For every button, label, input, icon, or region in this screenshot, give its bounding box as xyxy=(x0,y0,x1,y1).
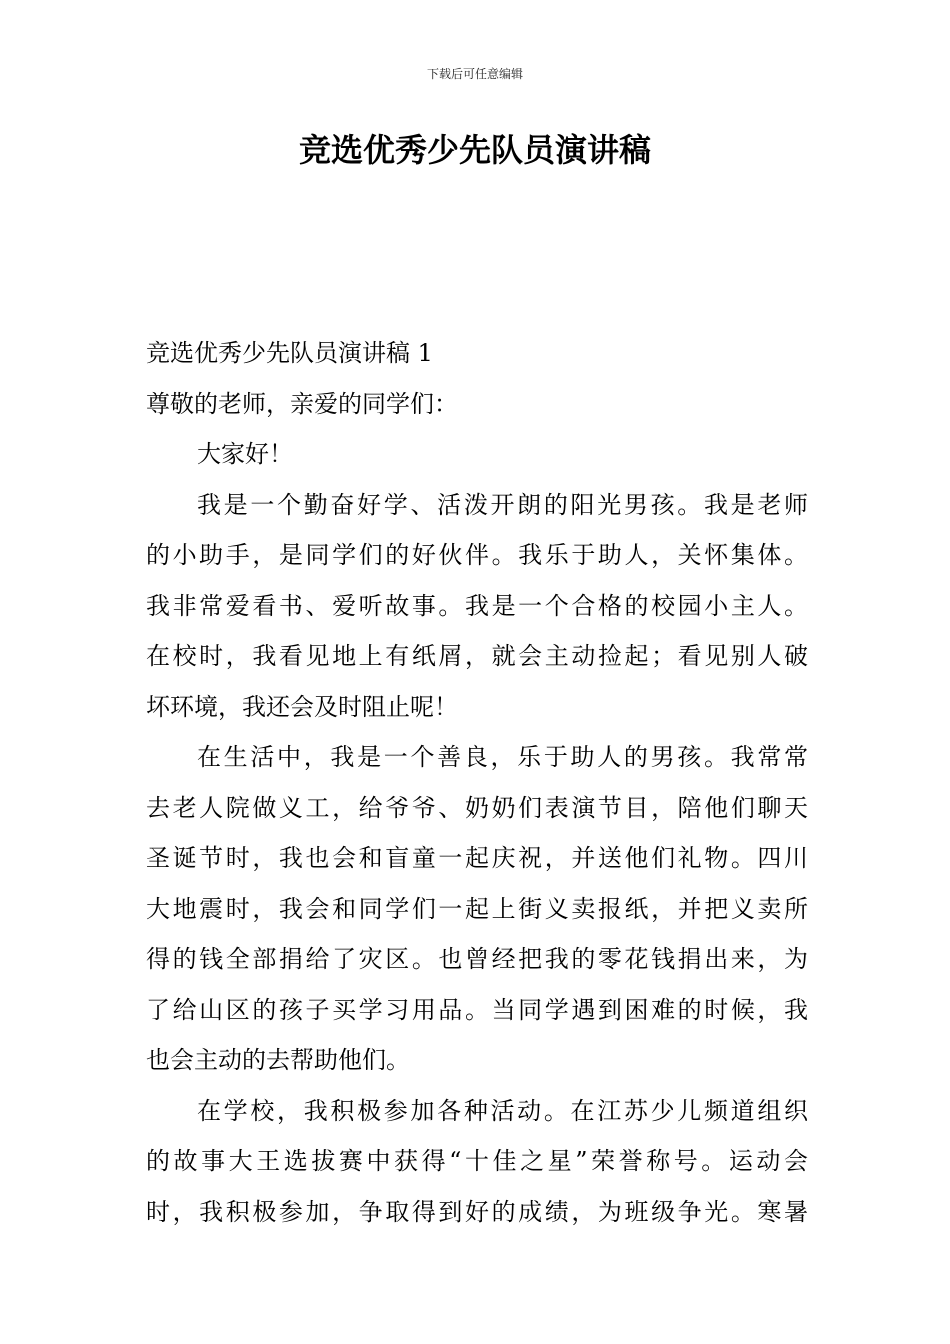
paragraph-line: 坏环境，我还会及时阻止呢！ xyxy=(146,692,458,721)
paragraph-3 xyxy=(146,1086,808,1238)
document-body xyxy=(146,328,808,1237)
salutation: 尊敬的老师，亲爱的同学们： xyxy=(146,389,458,418)
paragraph-line: 在校时，我看见地上有纸屑，就会主动捡起；看见别人破 xyxy=(146,642,808,670)
paragraph-line: 我非常爱看书、爱听故事。我是一个合格的校园小主人。 xyxy=(146,591,808,620)
paragraph-1 xyxy=(146,480,808,733)
paragraph-line: 也会主动的去帮助他们。 xyxy=(146,1046,410,1074)
paragraph-line: 的故事大王选拔赛中获得“十佳之星”荣誉称号。运动会 xyxy=(146,1147,808,1175)
paragraph-line: 大地震时，我会和同学们一起上街义卖报纸，并把义卖所 xyxy=(146,894,808,923)
section-heading: 竞选优秀少先队员演讲稿 1 xyxy=(146,339,433,367)
paragraph-line: 去老人院做义工，给爷爷、奶奶们表演节目，陪他们聊天 xyxy=(146,793,808,822)
document-title: 竞选优秀少先队员演讲稿 xyxy=(298,131,651,169)
paragraph-line: 在学校，我积极参加各种活动。在江苏少儿频道组织 xyxy=(197,1096,808,1125)
paragraph-2 xyxy=(146,732,808,1086)
paragraph-line: 时，我积极参加，争取得到好的成绩，为班级争光。寒暑 xyxy=(146,1197,808,1226)
paragraph-line: 在生活中，我是一个善良，乐于助人的男孩。我常常 xyxy=(197,743,808,771)
paragraph-line: 了给山区的孩子买学习用品。当同学遇到困难的时候，我 xyxy=(146,995,808,1024)
paragraph-line: 得的钱全部捐给了灾区。也曾经把我的零花钱捐出来，为 xyxy=(146,945,808,973)
greeting: 大家好！ xyxy=(197,440,293,468)
header-note: 下载后可任意编辑 xyxy=(426,67,523,81)
paragraph-line: 我是一个勤奋好学、活泼开朗的阳光男孩。我是老师 xyxy=(197,490,808,519)
paragraph-line: 的小助手，是同学们的好伙伴。我乐于助人，关怀集体。 xyxy=(146,541,808,569)
paragraph-line: 圣诞节时，我也会和盲童一起庆祝，并送他们礼物。四川 xyxy=(146,844,808,872)
